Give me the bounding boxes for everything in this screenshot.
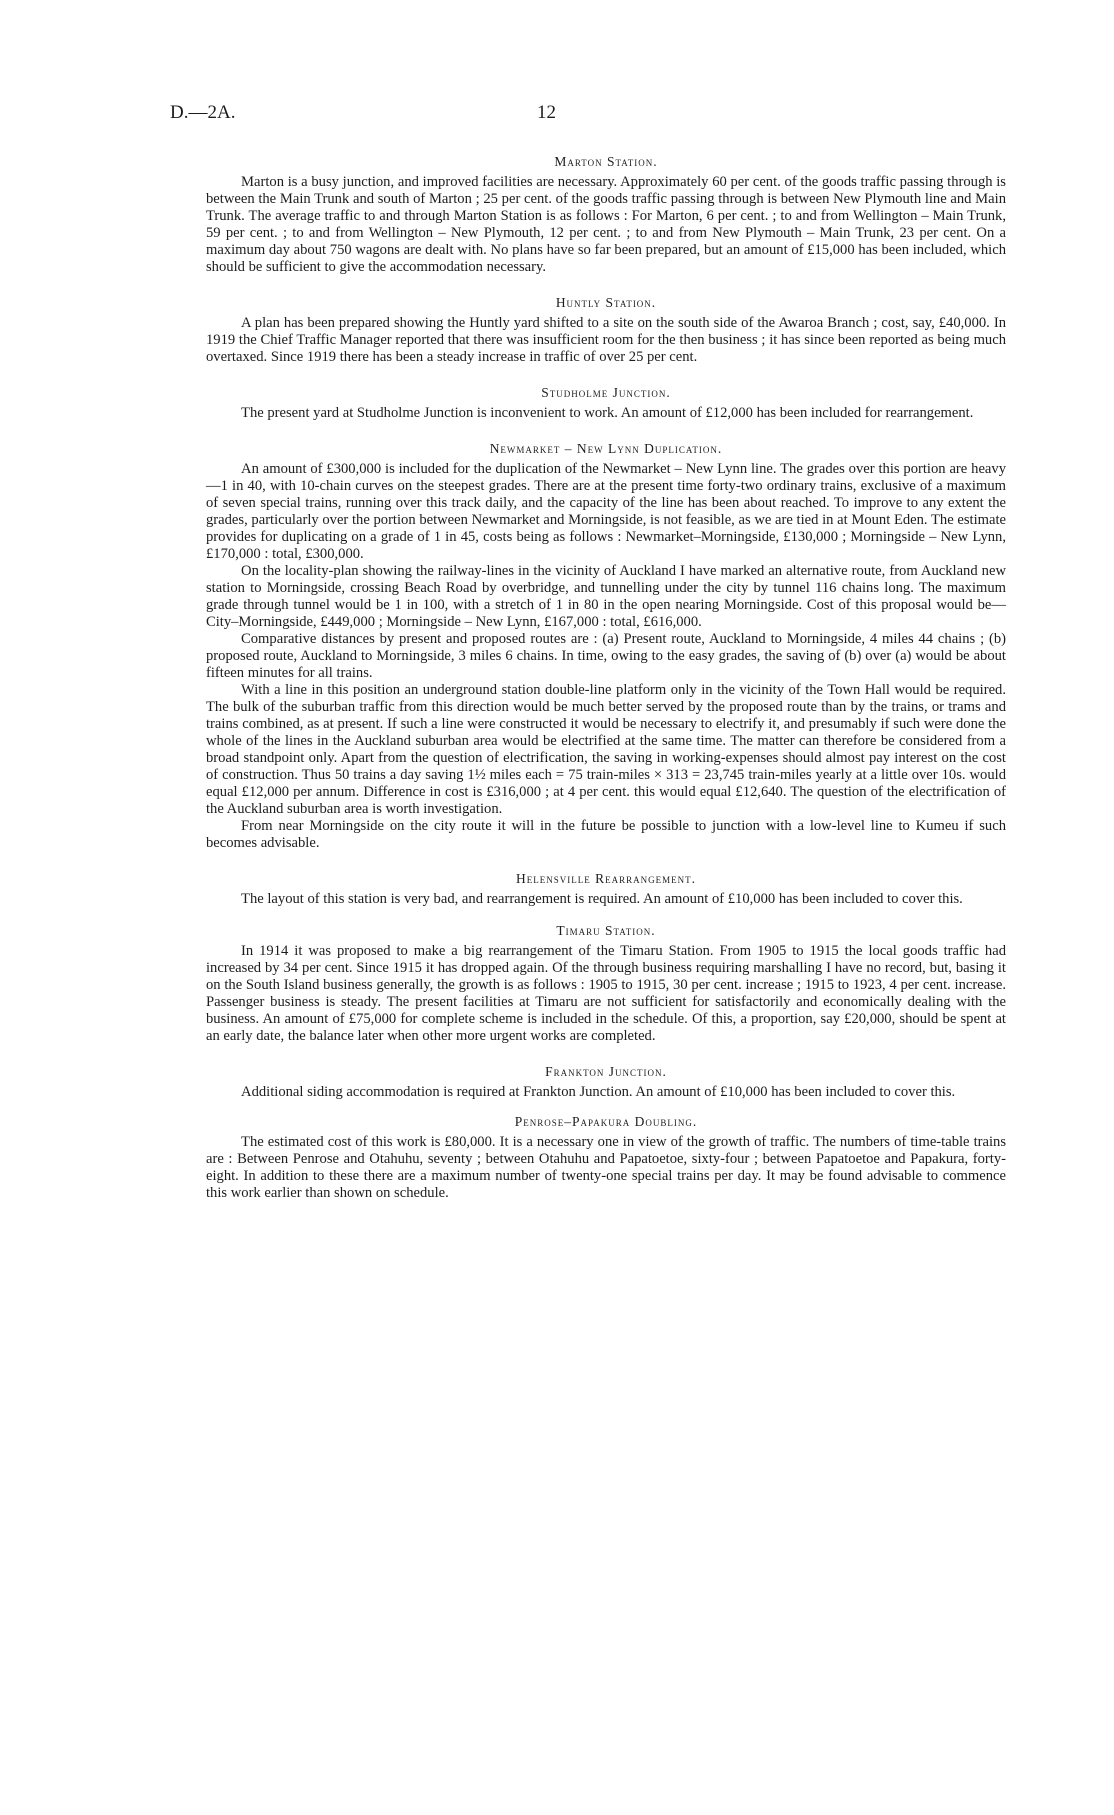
- paragraph: The layout of this station is very bad, and rearrangement is required. An amount of £10,000 has been included to cover this.: [241, 891, 963, 907]
- section-heading: Timaru Station.: [556, 923, 656, 938]
- page-header: [170, 102, 1013, 130]
- section-studholme-junction: [206, 384, 1006, 422]
- paragraph: The estimated cost of this work is £80,000. It is a necessary one in view of the growth of traffic. The numbers of time-table trains are : Between Penrose and Otahuhu, seventy ; between Otahuhu and Papatoetoe, sixty-four ; between Papatoetoe and Papakura, forty-eight. In addition to these there are a maximum number of twenty-one special trains per day. It may be found advisable to commence this work earlier than shown on schedule.: [206, 1134, 1006, 1201]
- section-penrose-papakura-doubling: [206, 1113, 1006, 1202]
- section-heading: Huntly Station.: [555, 295, 657, 310]
- section-heading: Frankton Junction.: [545, 1064, 667, 1079]
- section-heading: Penrose–Papakura Doubling.: [514, 1114, 698, 1129]
- paragraph: With a line in this position an underground station double-line platform only in the vicinity of the Town Hall would be required. The bulk of the suburban traffic from this direction would be much better served by the proposed route than by the trains, or trams and trains combined, as at present. If such a line were constructed it would be necessary to electrify it, and presumably if such were done the whole of the lines in the Auckland suburban area would be electrified at the same time. The matter can therefore be considered from a broad standpoint only. Apart from the question of electrification, the saving in working-expenses should almost pay interest on the cost of construction. Thus 50 trains a day saving 1½ miles each = 75 train-miles × 313 = 23,745 train-miles yearly at a little over 10s. would equal £12,000 per annum. Difference in cost is £316,000 ; at 4 per cent. this would equal £12,640. The question of the electrification of the Auckland suburban area is worth investigation.: [206, 682, 1006, 817]
- section-marton-station: [206, 153, 1006, 276]
- paragraph: Comparative distances by present and proposed routes are : (a) Present route, Auckland to Morningside, 4 miles 44 chains ; (b) proposed route, Auckland to Morningside, 3 miles 6 chains. In time, owing to the easy grades, the saving of (b) over (a) would be about fifteen minutes for all trains.: [206, 631, 1006, 681]
- paragraph: An amount of £300,000 is included for the duplication of the Newmarket – New Lynn line. The grades over this portion are heavy—1 in 40, with 10-chain curves on the steepest grades. There are at the present time forty-two ordinary trains, exclusive of a maximum of seven special trains, running over this track daily, and the capacity of the line has been about reached. To improve to any extent the grades, particularly over the portion between Newmarket and Morningside, is not feasible, as we are tied in at Mount Eden. The estimate provides for duplicating on a grade of 1 in 45, costs being as follows : Newmarket–Morningside, £130,000 ; Morningside – New Lynn, £170,000 : total, £300,000.: [206, 461, 1006, 562]
- document-reference: D.—2A.: [170, 102, 236, 123]
- page-number: 12: [537, 102, 556, 123]
- paragraph: On the locality-plan showing the railway-lines in the vicinity of Auckland I have marked an alternative route, from Auckland new station to Morningside, crossing Beach Road by overbridge, and tunnelling under the city by tunnel 116 chains long. The maximum grade through tunnel would be 1 in 100, with a stretch of 1 in 80 in the open nearing Morningside. Cost of this proposal would be—City–Morningside, £449,000 ; Morningside – New Lynn, £167,000 : total, £616,000.: [206, 563, 1006, 630]
- section-helensville-rearrangement: [206, 870, 1006, 908]
- paragraph: A plan has been prepared showing the Huntly yard shifted to a site on the south side of the Awaroa Branch ; cost, say, £40,000. In 1919 the Chief Traffic Manager reported that there was insufficient room for the then business ; it has since been reported as being much overtaxed. Since 1919 there has been a steady increase in traffic of over 25 per cent.: [206, 315, 1006, 365]
- section-newmarket-new-lynn-duplication: [206, 440, 1006, 852]
- document-body: [206, 153, 1006, 1202]
- section-huntly-station: [206, 294, 1006, 366]
- section-timaru-station: [206, 922, 1006, 1045]
- paragraph: From near Morningside on the city route it will in the future be possible to junction with a low-level line to Kumeu if such becomes advisable.: [206, 818, 1006, 851]
- paragraph: Marton is a busy junction, and improved facilities are necessary. Approximately 60 per cent. of the goods traffic passing through is between the Main Trunk and south of Marton ; 25 per cent. of the goods traffic passing through is between New Plymouth line and Main Trunk. The average traffic to and through Marton Station is as follows : For Marton, 6 per cent. ; to and from Wellington – Main Trunk, 59 per cent. ; to and from Wellington – New Plymouth, 12 per cent. ; to and from New Plymouth – Main Trunk, 23 per cent. On a maximum day about 750 wagons are dealt with. No plans have so far been prepared, but an amount of £15,000 has been included, which should be sufficient to give the accommodation necessary.: [206, 174, 1006, 275]
- section-heading: Newmarket – New Lynn Duplication.: [489, 441, 723, 456]
- section-heading: Studholme Junction.: [541, 385, 671, 400]
- paragraph: The present yard at Studholme Junction is inconvenient to work. An amount of £12,000 has been included for rearrangement.: [241, 405, 974, 421]
- paragraph: In 1914 it was proposed to make a big rearrangement of the Timaru Station. From 1905 to 1915 the local goods traffic had increased by 34 per cent. Since 1915 it has dropped again. Of the through business requiring marshalling I have no record, but, basing it on the South Island business generally, the growth is as follows : 1905 to 1915, 30 per cent. increase ; 1915 to 1923, 4 per cent. increase. Passenger business is steady. The present facilities at Timaru are not sufficient for satisfactorily and economically dealing with the business. An amount of £75,000 for complete scheme is included in the schedule. Of this, a proportion, say £20,000, should be spent at an early date, the balance later when other more urgent works are completed.: [206, 943, 1006, 1044]
- paragraph: Additional siding accommodation is required at Frankton Junction. An amount of £10,000 has been included to cover this.: [241, 1084, 956, 1100]
- section-heading: Marton Station.: [554, 154, 658, 169]
- section-heading: Helensville Rearrangement.: [516, 871, 696, 886]
- section-frankton-junction: [206, 1063, 1006, 1101]
